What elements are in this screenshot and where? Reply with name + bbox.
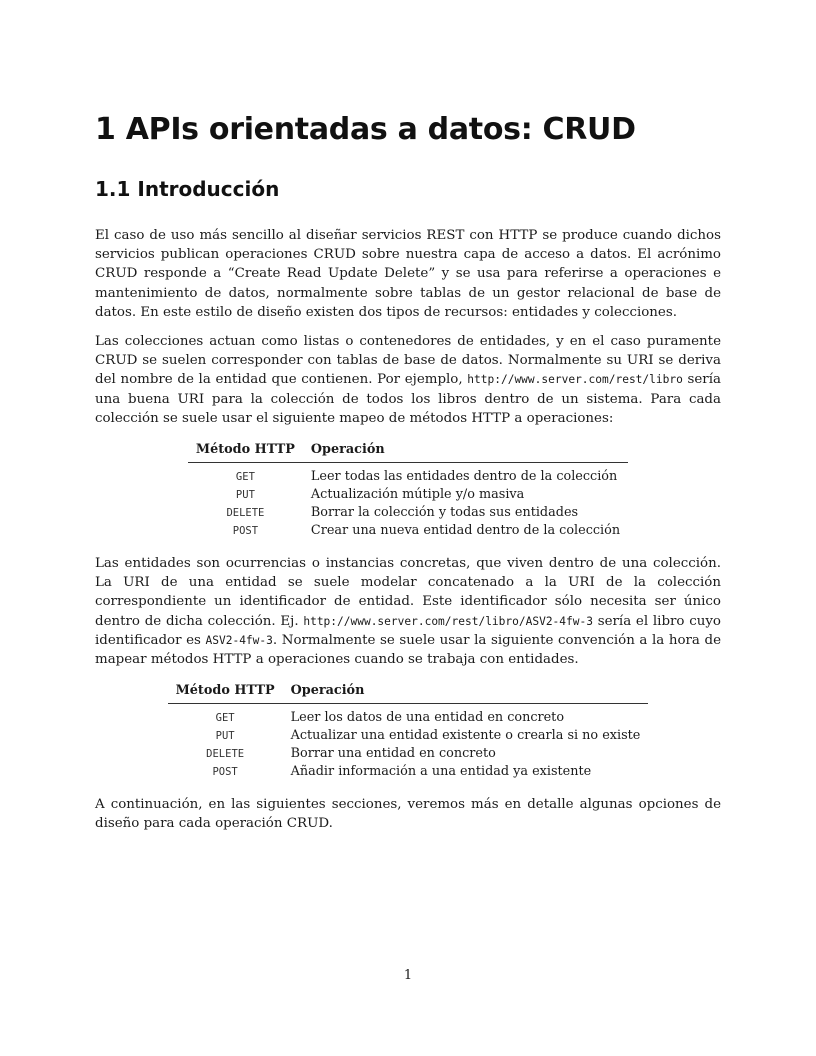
table-row — [168, 745, 649, 763]
entity-methods-table — [168, 679, 649, 781]
column-header-operation: Operación — [283, 679, 649, 704]
operation-cell: Actualización mútiple y/o masiva — [310, 487, 525, 503]
column-header-operation: Operación — [303, 438, 628, 463]
table-row — [188, 486, 628, 504]
table-row — [168, 727, 649, 745]
method-cell: POST — [232, 525, 259, 538]
column-header-method: Método HTTP — [188, 438, 303, 463]
method-cell: DELETE — [226, 507, 265, 520]
collection-uri-example: http://www.server.com/rest/libro — [467, 373, 683, 387]
paragraph-conclusion: A continuación, en las siguientes secciones, veremos más en detalle algunas opciones de diseño para cada operación CRUD. — [95, 797, 721, 832]
table-row — [188, 522, 628, 540]
paragraph-entities — [95, 554, 721, 669]
method-cell: PUT — [215, 730, 235, 743]
paragraph-intro: El caso de uso más sencillo al diseñar servicios REST con HTTP se produce cuando dichos servicios publican operaciones CRUD sobre nuestra capa de acceso a datos. El acrónimo CRUD responde a “Create Read Update Delete” y se usa para referirse a operaciones e mantenimiento de datos, normalmente sobre tablas de un gestor relacional de base de datos. En este estilo de diseño existen dos tipos de recursos: entidades y colecciones. — [95, 228, 721, 320]
operation-cell: Borrar la colección y todas sus entidades — [310, 505, 579, 521]
table-row — [188, 463, 628, 487]
method-cell: PUT — [235, 489, 255, 502]
operation-cell: Añadir información a una entidad ya existente — [290, 764, 592, 780]
method-cell: DELETE — [206, 748, 245, 761]
table-row — [168, 704, 649, 728]
paragraph-collections — [95, 332, 721, 428]
table-row — [188, 504, 628, 522]
page-number: 1 — [403, 968, 413, 983]
method-cell: GET — [215, 712, 235, 725]
method-cell: GET — [235, 471, 255, 484]
operation-cell: Leer los datos de una entidad en concreto — [290, 710, 565, 726]
operation-cell: Crear una nueva entidad dentro de la colección — [310, 523, 621, 539]
operation-cell: Actualizar una entidad existente o crearla si no existe — [290, 728, 641, 744]
collection-methods-table — [188, 438, 628, 540]
method-cell: POST — [212, 766, 238, 779]
body-text — [95, 226, 721, 844]
entity-id-example: ASV2-4fw-3 — [205, 633, 273, 647]
paragraph-entities-text-3: . Normalmente se suele usar la siguiente convención a la hora de mapear métodos HTTP a operaciones cuando se trabaja con entidades. — [95, 632, 722, 668]
table-row — [168, 763, 649, 781]
paragraph-collections-text-2: sería una buena URI para la colección de todos los libros dentro de un sistema. Para cada colección se suele usar el siguiente mapeo de métodos HTTP a operaciones: — [95, 372, 721, 426]
table-header-row — [188, 438, 628, 463]
table-header-row — [168, 679, 649, 704]
paragraph-collections-text-1: Las colecciones actuan como listas o contenedores de entidades, y en el caso puramente CRUD se suelen corresponder con tablas de base de datos. Normalmente su URI se deriva del nombre de la entidad que contienen. Por ejemplo, — [95, 334, 721, 388]
entity-uri-example: http://www.server.com/rest/libro/ASV2-4fw-3 — [303, 614, 593, 628]
column-header-method: Método HTTP — [168, 679, 283, 704]
chapter-title: 1 APIs orientadas a datos: CRUD — [95, 112, 636, 147]
paragraph-entities-text-2: sería el libro cuyo identificador es — [95, 613, 721, 648]
operation-cell: Borrar una entidad en concreto — [290, 746, 496, 762]
paragraph-entities-text-1: Las entidades son ocurrencias o instancias concretas, que viven dentro de una colección. La URI de una entidad se suele modelar concatenado a la URI de la colección correspondiente un identificador de entidad. Este identificador sólo necesita ser único dentro de dicha colección. Ej. — [95, 556, 721, 629]
section-title: 1.1 Introducción — [95, 177, 280, 201]
operation-cell: Leer todas las entidades dentro de la colección — [310, 469, 618, 485]
